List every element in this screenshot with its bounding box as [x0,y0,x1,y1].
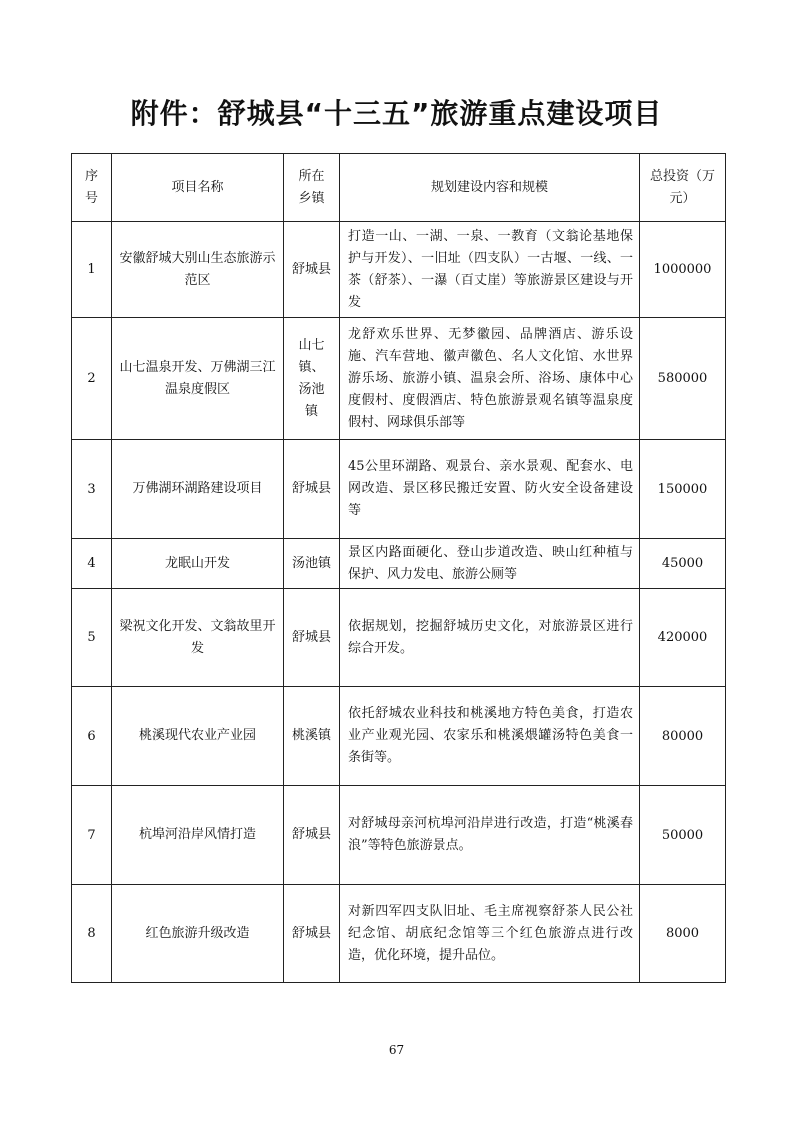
table-row [72,885,726,983]
row-town: 山七镇、汤池镇 [284,318,340,440]
row-no: 7 [72,786,112,885]
row-town: 桃溪镇 [284,687,340,786]
row-no: 5 [72,589,112,687]
row-name: 山七温泉开发、万佛湖三江温泉度假区 [112,318,284,440]
header-town: 所在乡镇 [284,154,340,222]
table-row [72,440,726,539]
row-no: 1 [72,222,112,318]
row-name: 红色旅游升级改造 [112,885,284,983]
table-row [72,222,726,318]
table-row [72,318,726,440]
table-row [72,539,726,589]
row-name: 龙眠山开发 [112,539,284,589]
row-investment: 420000 [640,589,726,687]
row-investment: 50000 [640,786,726,885]
header-no: 序号 [72,154,112,222]
row-investment: 1000000 [640,222,726,318]
row-investment: 80000 [640,687,726,786]
row-town: 舒城县 [284,589,340,687]
table-row [72,589,726,687]
page-title: 附件：舒城县“十三五”旅游重点建设项目 [130,97,663,130]
page-number: 67 [388,1043,405,1057]
row-no: 8 [72,885,112,983]
row-content: 依据规划，挖掘舒城历史文化，对旅游景区进行综合开发。 [340,589,640,687]
table-header-row [72,154,726,222]
table-row [72,786,726,885]
row-town: 舒城县 [284,440,340,539]
row-no: 4 [72,539,112,589]
row-content: 45公里环湖路、观景台、亲水景观、配套水、电网改造、景区移民搬迁安置、防火安全设备建设等 [340,440,640,539]
row-no: 6 [72,687,112,786]
row-content: 龙舒欢乐世界、无梦徽园、品牌酒店、游乐设施、汽车营地、徽声徽色、名人文化馆、水世界游乐场、旅游小镇、温泉会所、浴场、康体中心度假村、度假酒店、特色旅游景观名镇等温泉度假村、网球俱乐部等 [340,318,640,440]
row-name: 桃溪现代农业产业园 [112,687,284,786]
row-content: 景区内路面硬化、登山步道改造、映山红种植与保护、风力发电、旅游公厕等 [340,539,640,589]
row-town: 汤池镇 [284,539,340,589]
row-town: 舒城县 [284,786,340,885]
row-investment: 150000 [640,440,726,539]
row-content: 打造一山、一湖、一泉、一教育（文翁论基地保护与开发）、一旧址（四支队）一古堰、一线、一茶（舒茶）、一瀑（百丈崖）等旅游景区建设与开发 [340,222,640,318]
row-town: 舒城县 [284,885,340,983]
row-content: 对舒城母亲河杭埠河沿岸进行改造，打造“桃溪春浪”等特色旅游景点。 [340,786,640,885]
row-investment: 8000 [640,885,726,983]
row-name: 万佛湖环湖路建设项目 [112,440,284,539]
row-name: 安徽舒城大别山生态旅游示范区 [112,222,284,318]
row-content: 对新四军四支队旧址、毛主席视察舒茶人民公社纪念馆、胡底纪念馆等三个红色旅游点进行改造，优化环境，提升品位。 [340,885,640,983]
row-investment: 45000 [640,539,726,589]
row-name: 梁祝文化开发、文翁故里开发 [112,589,284,687]
row-investment: 580000 [640,318,726,440]
header-content: 规划建设内容和规模 [340,154,640,222]
row-name: 杭埠河沿岸风情打造 [112,786,284,885]
table-row [72,687,726,786]
header-name: 项目名称 [112,154,284,222]
row-no: 3 [72,440,112,539]
row-town: 舒城县 [284,222,340,318]
project-table [71,153,726,983]
header-investment: 总投资（万元） [640,154,726,222]
row-content: 依托舒城农业科技和桃溪地方特色美食，打造农业产业观光园、农家乐和桃溪煨罐汤特色美食一条街等。 [340,687,640,786]
row-no: 2 [72,318,112,440]
